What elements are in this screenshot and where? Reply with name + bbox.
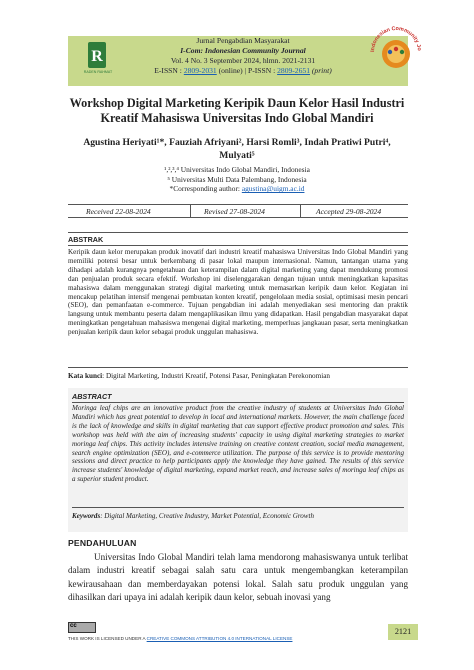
article-title-line1: Workshop Digital Marketing Keripik Daun Kelor Hasil Industri <box>69 96 405 110</box>
divider <box>72 507 404 508</box>
article-dates <box>68 204 408 218</box>
authors <box>40 136 434 162</box>
affiliation-2: ⁵ Universitas Multi Data Palembang, Indonesia <box>167 174 307 184</box>
abstrak-body: Keripik daun kelor merupakan produk inovatif dari industri kreatif mahasiswa Universitas Indo Global Mandiri yang memiliki potensi besar untuk berkembang di pasar lokal maupun internasional. Namun, tantangan utama yang dihadapi adalah kurangnya pengetahuan dan keterampilan dalam digital marketing yang dapat mendukung promosi dan penjualan produk secara efektif. Workshop ini diselenggarakan dengan tujuan untuk meningkatkan kapasitas mahasiswa dalam menggunakan strategi digital marketing untuk memasarkan keripik daun kelor. Kegiatan ini mencakup pelatihan intensif mengenai pembuatan konten kreatif, pengelolaan media sosial, optimisasi mesin pencari (SEO), dan pemanfaatan e-commerce. Tujuan pengabdian ini adalah menyediakan sesi mentoring dan praktik langsung untuk membantu peserta dalam mengaplikasikan ilmu yang didapatkan. Hasil pengabdian masyarakat dapat meningkatkan pengetahuan mahasiswa mengenai digital marketing, memperluas jangkauan pasar, serta meningkatkan penjualan keripik daun kelor sebagai produk unggulan mahasiswa. <box>68 248 408 337</box>
cc-icon: cc <box>70 623 77 629</box>
journal-name: Jurnal Pengabdian Masyarakat <box>196 36 290 45</box>
kata-kunci <box>68 372 408 381</box>
date-divider <box>300 205 301 217</box>
abstract-heading: ABSTRACT <box>72 392 112 401</box>
divider <box>68 245 408 246</box>
date-divider <box>190 205 191 217</box>
pissn-link[interactable]: 2809-2651 <box>277 66 310 75</box>
affiliations <box>40 165 434 194</box>
journal-volume: Vol. 4 No. 3 September 2024, hlmn. 2021-2131 <box>170 56 316 65</box>
article-title <box>40 96 434 126</box>
keywords-label: Keywords <box>72 512 101 520</box>
university-logo <box>82 40 112 80</box>
pissn-suffix: (print) <box>310 66 332 75</box>
community-logo-text: Indonesian Community Jo <box>369 25 423 53</box>
pendahuluan-heading: PENDAHULUAN <box>68 538 137 548</box>
article-title-line2: Kreatif Mahasiswa Universitas Indo Global Mandiri <box>100 111 374 125</box>
corresponding-author <box>40 184 434 194</box>
pendahuluan-text: Universitas Indo Global Mandiri telah lama mendorong mahasiswanya untuk terlibat dalam industri kreatif sebagai salah satu cara untuk mengembangkan keterampilan kewirausahaan dan memberdayakan potensi lokal. Salah satu produk unggulan yang dihasilkan dari upaya ini adalah keripik daun kelor, sebuah inovasi yang <box>68 552 408 602</box>
received-date: Received 22-08-2024 <box>86 207 151 216</box>
journal-issn <box>112 66 374 76</box>
license-link[interactable]: CREATIVE COMMONS ATTRIBUTION 4.0 INTERNATIONAL LICENSE <box>146 636 293 641</box>
corresponding-email-link[interactable]: agustina@uigm.ac.id <box>241 184 305 194</box>
kata-kunci-label: Kata kunci <box>68 372 103 380</box>
keywords-values: : Digital Marketing, Creative Industry, Market Potential, Economic Growth <box>100 512 314 520</box>
divider <box>72 402 404 403</box>
journal-info <box>112 36 374 76</box>
revised-date: Revised 27-08-2024 <box>204 207 265 216</box>
eissn-link[interactable]: 2809-2031 <box>183 66 217 75</box>
accepted-date: Accepted 29-08-2024 <box>316 207 382 216</box>
community-journal-logo <box>366 22 426 82</box>
license-text <box>68 636 292 641</box>
affiliation-1: ¹,²,³,⁴ Universitas Indo Global Mandiri, Indonesia <box>164 165 310 174</box>
abstract-body: Moringa leaf chips are an innovative product from the creative industry of students at Universitas Indo Global Mandiri which has great potential to develop in local and international markets. However, the main challenge faced is the lack of knowledge and skills in digital marketing that can support effective product promotion and sales. This workshop was held with the aim of increasing students' capacity in using digital marketing strategies to market moringa leaf chips. This activity includes intensive training on creative content creation, social media management, search engine optimization (SEO), and e-commerce utilization. The purpose of this service is to provide mentoring sessions and direct practice to help participants apply the knowledge they have gained. The results of this service increase students' knowledge of digital marketing, expand market reach, and increase sales of moringa leaf chips as a superior student product. <box>72 404 404 484</box>
svg-text:R: R <box>91 48 103 65</box>
cc-license-badge[interactable] <box>68 622 96 633</box>
abstrak-heading: ABSTRAK <box>68 235 104 244</box>
corresponding-label: *Corresponding author: <box>169 184 242 194</box>
divider <box>68 367 408 368</box>
journal-subtitle: I-Com: Indonesian Community Journal <box>180 46 306 55</box>
page-number: 2121 <box>388 624 418 640</box>
keywords <box>72 512 404 520</box>
kata-kunci-values: : Digital Marketing, Industri Kreatif, Potensi Pasar, Peningkatan Perekonomian <box>102 372 331 380</box>
authors-line2: Mulyati⁵ <box>219 150 255 161</box>
university-logo-text: RADEN RAHMAT <box>83 70 113 74</box>
divider <box>68 232 408 233</box>
pendahuluan-body <box>68 551 408 604</box>
authors-line1: Agustina Heriyati¹*, Fauziah Afriyani², Harsi Romli³, Indah Pratiwi Putri⁴, <box>83 137 391 148</box>
eissn-label: E-ISSN : <box>154 66 184 75</box>
eissn-suffix: (online) | P-ISSN : <box>216 66 278 75</box>
license-prefix: THIS WORK IS LICENSED UNDER A <box>68 636 147 641</box>
